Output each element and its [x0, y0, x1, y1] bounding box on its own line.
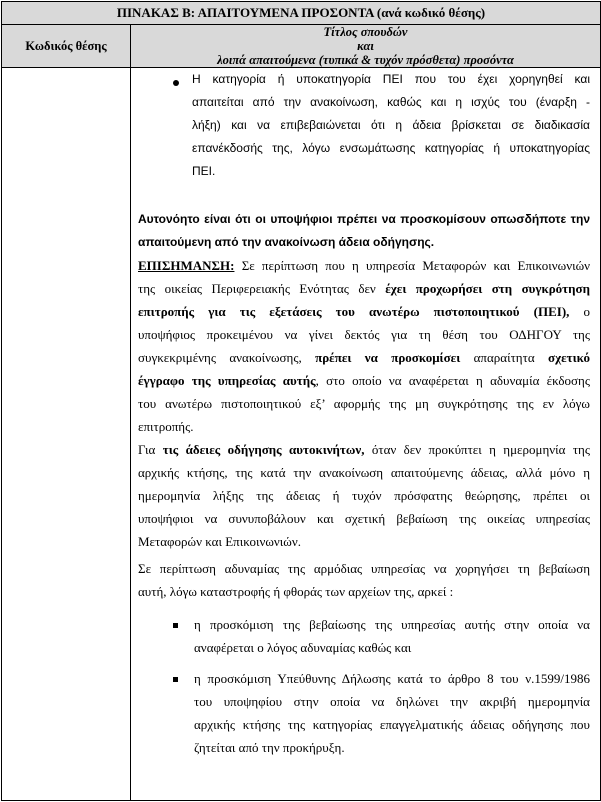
- requirements-table: [1, 1, 601, 801]
- position-code-cell: [2, 68, 131, 801]
- text-line: λήξη) και να επιβεβαιώνεται ότι η άδεια βρίσκεται σε διαδικασία: [192, 118, 590, 132]
- text-line: Η κατηγορία ή υποκατηγορία ΠΕΙ που του έχει χορηγηθεί και: [192, 72, 590, 86]
- square-bullet-icon: [173, 623, 178, 628]
- column-header-qualifications: [131, 25, 601, 68]
- document-page: [1, 1, 600, 801]
- table-title: ΠΙΝΑΚΑΣ Β: ΑΠΑΙΤΟΥΜΕΝΑ ΠΡΟΣΟΝΤΑ (ανά κωδικό θέσης): [2, 2, 601, 25]
- bullet-dot-icon: [173, 80, 179, 86]
- column-header-line-1: Τίτλος σπουδών: [323, 25, 408, 39]
- text-line: απαιτείται από την ανακοίνωση, καθώς και η ισχύς του (έναρξη -: [192, 95, 590, 109]
- note-driving-license: [138, 208, 590, 254]
- column-header-line-3: λοιπά απαιτούμενα (τυπικά & τυχόν πρόσθετα) προσόντα: [217, 53, 514, 67]
- text-line: επανέκδοσής της, λόγω ενσωμάτωσης κατηγορίας ή υποκατηγορίας: [192, 141, 590, 155]
- bullet-item-pei: [192, 68, 590, 183]
- column-header-line-2: και: [357, 39, 374, 53]
- sub-bullet-declaration: η προσκόμιση Υπεύθυνης Δήλωσης κατά το άρθρο 8 του ν.1599/1986 του υποψηφίου στην οποία να δηλώνει την ακριβή ημερομηνία αρχικής κτήσης της κατηγορίας επαγγελματικής άδειας οδήγησης που ζητείται από την προκήρυξη.: [194, 671, 590, 755]
- episimansi-label: ΕΠΙΣΗΜΑΝΣΗ:: [138, 258, 235, 273]
- sub-bullet-certificate: η προσκόμιση της βεβαίωσης της υπηρεσίας αυτής στην οποία να αναφέρεται ο λόγος αδυναμίας καθώς και: [194, 617, 590, 655]
- text-line: ΠΕΙ.: [192, 164, 216, 178]
- text-line: Αυτονόητο είναι ότι οι υποψήφιοι πρέπει να προσκομίσουν οπωσδήποτε την: [138, 212, 590, 226]
- text-line: απαιτούμενη από την ανακοίνωση άδεια οδήγησης.: [138, 235, 435, 249]
- qualifications-cell: [131, 68, 601, 801]
- square-bullet-icon: [173, 677, 178, 682]
- paragraph-episimansi: ΕΠΙΣΗΜΑΝΣΗ: Σε περίπτωση που η υπηρεσία Μεταφορών και Επικοινωνιών της οικείας Περιφερειακής Ενότητας δεν έχει προχωρήσει στη συγκρότηση επιτροπής για τις εξετάσεις του ανωτέρω πιστοποιητικού (ΠΕΙ), ο υποψήφιος προκειμένου να γίνει δεκτός για τη θέση του ΟΔΗΓΟΥ της συγκεκριμένης ανακοίνωσης, πρέπει να προσκομίσει απαραίτητα σχετικό έγγραφο της υπηρεσίας αυτής, στο οποίο να αναφέρεται η αδυναμία έκδοσης του ανωτέρω πιστοποιητικού εξ’ αφορμής της μη συγκρότησης της εν λόγω επιτροπής.: [138, 258, 590, 434]
- paragraph-driving-licenses: Για τις άδειες οδήγησης αυτοκινήτων, όταν δεν προκύπτει η ημερομηνία της αρχικής κτήσης, της κατά την ανακοίνωση απαιτούμενης άδειας, αλλά μόνο η ημερομηνία λήξης της άδειας ή τυχόν πρόσφατης θεώρησης, πρέπει οι υποψήφιοι να συνυποβάλουν και σχετική βεβαίωση της οικείας υπηρεσίας Μεταφορών και Επικοινωνιών.: [138, 442, 590, 549]
- column-header-position-code: Κωδικός θέσης: [2, 25, 131, 68]
- paragraph-inability: Σε περίπτωση αδυναμίας της αρμόδιας υπηρεσίας να χορηγήσει τη βεβαίωση αυτή, λόγω καταστροφής ή φθοράς των αρχείων της, αρκεί :: [138, 561, 590, 599]
